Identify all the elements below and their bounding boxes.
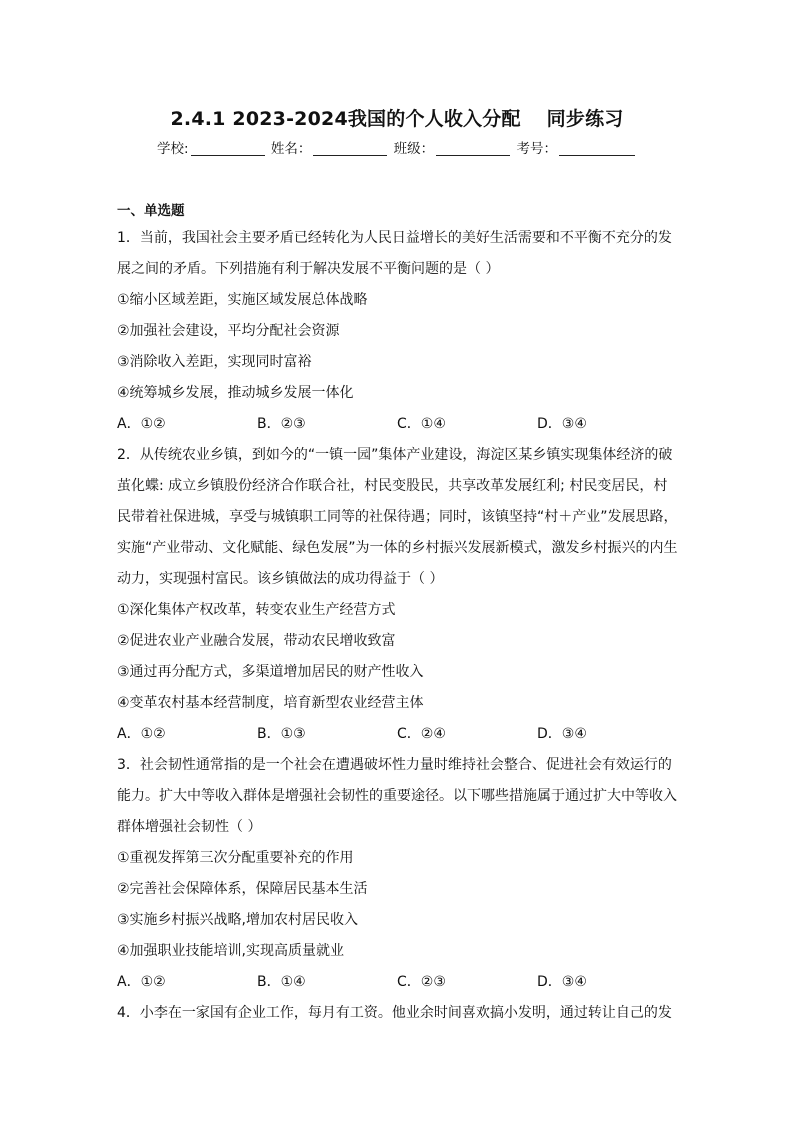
question-3-option-3: ③实施乡村振兴战略,增加农村居民收入 (117, 912, 358, 928)
question-1 (117, 223, 683, 440)
exam-number-blank[interactable] (559, 141, 635, 156)
school-blank[interactable] (191, 141, 265, 156)
answer-a[interactable]: A．①② (117, 974, 166, 990)
answer-a[interactable]: A．①② (117, 726, 166, 742)
question-1-option-2: ②加强社会建设，平均分配社会资源 (117, 323, 340, 339)
answer-d[interactable]: D．③④ (537, 416, 587, 432)
question-3-option-4: ④加强职业技能培训,实现高质量就业 (117, 943, 345, 959)
question-1-stem-line-2: 展之间的矛盾。下列措施有利于解决发展不平衡问题的是（ ） (117, 261, 500, 277)
question-2-option-3: ③通过再分配方式，多渠道增加居民的财产性收入 (117, 664, 424, 680)
answer-c[interactable]: C．①④ (397, 416, 446, 432)
name-blank[interactable] (313, 141, 387, 156)
document-title (0, 104, 794, 131)
question-3-stem-line-3: 群体增强社会韧性（ ） (117, 819, 262, 835)
title-suffix: 同步练习 (546, 108, 624, 130)
answer-d[interactable]: D．③④ (537, 726, 587, 742)
answer-a[interactable]: A．①② (117, 416, 166, 432)
question-2 (117, 440, 683, 750)
question-list (117, 200, 683, 1029)
title-main: 2.4.1 2023-2024我国的个人收入分配 (170, 108, 521, 130)
answer-d[interactable]: D．③④ (537, 974, 587, 990)
answer-b[interactable]: B．②③ (257, 416, 306, 432)
question-3-answers (117, 967, 683, 998)
question-2-option-1: ①深化集体产权改革，转变农业生产经营方式 (117, 602, 396, 618)
school-label: 学校: (157, 141, 189, 157)
question-2-answers (117, 719, 683, 750)
question-2-option-4: ④变革农村基本经营制度，培育新型农业经营主体 (117, 695, 424, 711)
question-1-stem-line-1: 1．当前，我国社会主要矛盾已经转化为人民日益增长的美好生活需要和不平衡不充分的发 (117, 230, 672, 246)
question-2-stem-line-2: 茧化蝶: 成立乡镇股份经济合作联合社，村民变股民，共享改革发展红利; 村民变居民，村 (117, 478, 668, 494)
answer-c[interactable]: C．②④ (397, 726, 446, 742)
answer-b[interactable]: B．①④ (257, 974, 306, 990)
name-label: 姓名： (270, 141, 312, 157)
answer-b[interactable]: B．①③ (257, 726, 306, 742)
question-2-option-2: ②促进农业产业融合发展，带动农民增收致富 (117, 633, 396, 649)
section-title: 一、单选题 (117, 203, 185, 219)
question-3-option-2: ②完善社会保障体系，保障居民基本生活 (117, 881, 368, 897)
question-1-option-1: ①缩小区域差距，实施区域发展总体战略 (117, 292, 368, 308)
question-2-stem-line-5: 动力，实现强村富民。该乡镇做法的成功得益于（ ） (117, 571, 444, 587)
question-4-stem-line-1: 4．小李在一家国有企业工作，每月有工资。他业余时间喜欢搞小发明，通过转让自己的发 (117, 1005, 672, 1021)
question-2-stem-line-4: 实施“产业带动、文化赋能、绿色发展”为一体的乡村振兴发展新模式，激发乡村振兴的内生 (117, 540, 678, 556)
student-info-row (0, 137, 794, 157)
question-1-option-4: ④统筹城乡发展，推动城乡发展一体化 (117, 385, 354, 401)
exam-number-label: 考号： (516, 141, 557, 157)
class-label: 班级： (393, 141, 435, 157)
question-4 (117, 998, 683, 1029)
question-3-option-1: ①重视发挥第三次分配重要补充的作用 (117, 850, 354, 866)
answer-c[interactable]: C．②③ (397, 974, 446, 990)
question-3-stem-line-2: 能力。扩大中等收入群体是增强社会韧性的重要途径。以下哪些措施属于通过扩大中等收入 (117, 788, 677, 804)
question-2-stem-line-3: 民带着社保进城，享受与城镇职工同等的社保待遇；同时，该镇坚持“村＋产业”发展思路， (117, 509, 678, 525)
question-1-option-3: ③消除收入差距，实现同时富裕 (117, 354, 312, 370)
question-3 (117, 750, 683, 998)
class-blank[interactable] (436, 141, 510, 156)
question-1-answers (117, 409, 683, 440)
question-2-stem-line-1: 2．从传统农业乡镇，到如今的“一镇一园”集体产业建设，海淀区某乡镇实现集体经济的破 (117, 447, 673, 463)
question-3-stem-line-1: 3．社会韧性通常指的是一个社会在遭遇破坏性力量时维持社会整合、促进社会有效运行的 (117, 757, 672, 773)
